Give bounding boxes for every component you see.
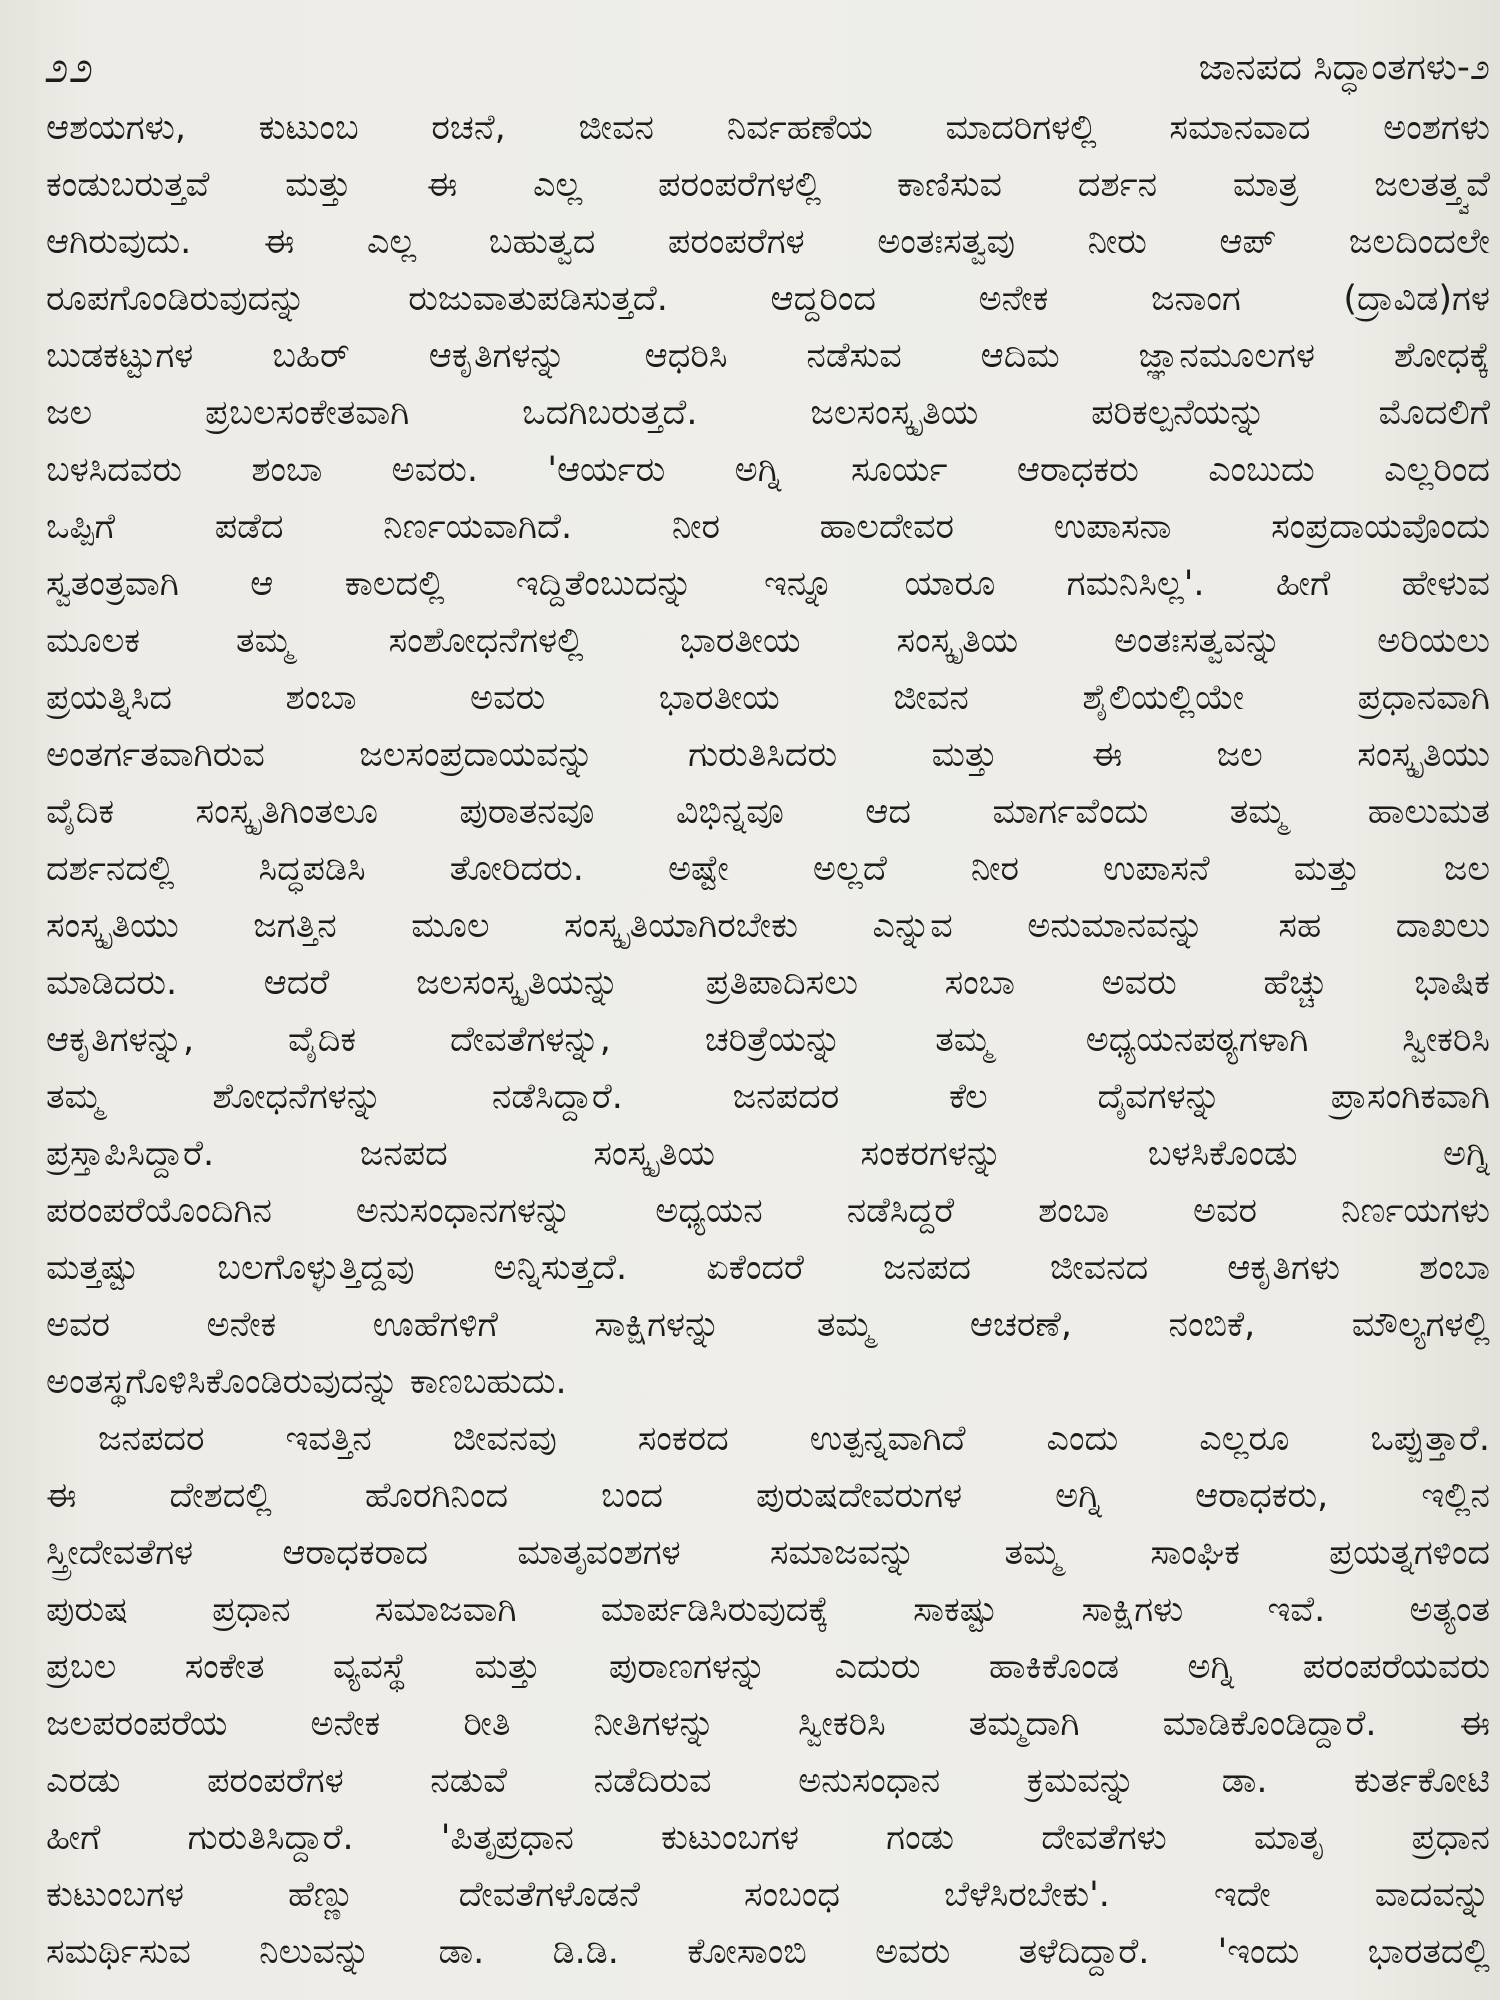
text-line: ಮತ್ತಷ್ಟು ಬಲಗೊಳ್ಳುತ್ತಿದ್ದವು ಅನ್ನಿಸುತ್ತದೆ. ಏಕೆಂದರೆ ಜನಪದ ಜೀವನದ ಆಕೃತಿಗಳು ಶಂಬಾ bbox=[46, 1248, 1490, 1288]
text-line: ಪುರುಷ ಪ್ರಧಾನ ಸಮಾಜವಾಗಿ ಮಾರ್ಪಡಿಸಿರುವುದಕ್ಕೆ ಸಾಕಷ್ಟು ಸಾಕ್ಷಿಗಳು ಇವೆ. ಅತ್ಯಂತ bbox=[46, 1590, 1490, 1630]
text-line: ಪ್ರಯತ್ನಿಸಿದ ಶಂಬಾ ಅವರು ಭಾರತೀಯ ಜೀವನ ಶೈಲಿಯಲ್ಲಿಯೇ ಪ್ರಧಾನವಾಗಿ bbox=[46, 678, 1490, 718]
text-line: ಪರಂಪರೆಯೊಂದಿಗಿನ ಅನುಸಂಧಾನಗಳನ್ನು ಅಧ್ಯಯನ ನಡೆಸಿದ್ದರೆ ಶಂಬಾ ಅವರ ನಿರ್ಣಯಗಳು bbox=[46, 1191, 1490, 1231]
text-line: ಬಳಸಿದವರು ಶಂಬಾ ಅವರು. 'ಆರ್ಯರು ಅಗ್ನಿ ಸೂರ್ಯ ಆರಾಧಕರು ಎಂಬುದು ಎಲ್ಲರಿಂದ bbox=[46, 450, 1490, 490]
text-line: ಹೀಗೆ ಗುರುತಿಸಿದ್ದಾರೆ. 'ಪಿತೃಪ್ರಧಾನ ಕುಟುಂಬಗಳ ಗಂಡು ದೇವತೆಗಳು ಮಾತೃ ಪ್ರಧಾನ bbox=[46, 1818, 1490, 1858]
text-line: ಜಲಪರಂಪರೆಯ ಅನೇಕ ರೀತಿ ನೀತಿಗಳನ್ನು ಸ್ವೀಕರಿಸಿ ತಮ್ಮದಾಗಿ ಮಾಡಿಕೊಂಡಿದ್ದಾರೆ. ಈ bbox=[46, 1704, 1490, 1744]
text-line: ರೂಪಗೊಂಡಿರುವುದನ್ನು ರುಜುವಾತುಪಡಿಸುತ್ತದೆ. ಆದ್ದರಿಂದ ಅನೇಕ ಜನಾಂಗ (ದ್ರಾವಿಡ)ಗಳ bbox=[46, 279, 1490, 319]
text-line: ಅಂತರ್ಗತವಾಗಿರುವ ಜಲಸಂಪ್ರದಾಯವನ್ನು ಗುರುತಿಸಿದರು ಮತ್ತು ಈ ಜಲ ಸಂಸ್ಕೃತಿಯು bbox=[46, 735, 1490, 775]
text-line: ಕಂಡುಬರುತ್ತವೆ ಮತ್ತು ಈ ಎಲ್ಲ ಪರಂಪರೆಗಳಲ್ಲಿ ಕಾಣಿಸುವ ದರ್ಶನ ಮಾತ್ರ ಜಲತತ್ತ್ವವೆ bbox=[46, 165, 1490, 205]
text-line: ಎರಡು ಪರಂಪರೆಗಳ ನಡುವೆ ನಡೆದಿರುವ ಅನುಸಂಧಾನ ಕ್ರಮವನ್ನು ಡಾ. ಕುರ್ತಕೋಟಿ bbox=[46, 1761, 1490, 1801]
text-line: ಒಪ್ಪಿಗೆ ಪಡೆದ ನಿರ್ಣಯವಾಗಿದೆ. ನೀರ ಹಾಲದೇವರ ಉಪಾಸನಾ ಸಂಪ್ರದಾಯವೊಂದು bbox=[46, 507, 1490, 547]
body-text bbox=[46, 100, 1490, 1981]
text-line: ಸಮರ್ಥಿಸುವ ನಿಲುವನ್ನು ಡಾ. ಡಿ.ಡಿ. ಕೋಸಾಂಬಿ ಅವರು ತಳೆದಿದ್ದಾರೆ. 'ಇಂದು ಭಾರತದಲ್ಲಿ bbox=[46, 1932, 1490, 1972]
text-line: ಆಗಿರುವುದು. ಈ ಎಲ್ಲ ಬಹುತ್ವದ ಪರಂಪರೆಗಳ ಅಂತಃಸತ್ವವು ನೀರು ಆಪ್ ಜಲದಿಂದಲೇ bbox=[46, 222, 1490, 262]
page-number: ೨೨ bbox=[44, 42, 94, 93]
text-line: ಕುಟುಂಬಗಳ ಹೆಣ್ಣು ದೇವತೆಗಳೊಡನೆ ಸಂಬಂಧ ಬೆಳೆಸಿರಬೇಕು'. ಇದೇ ವಾದವನ್ನು bbox=[46, 1875, 1490, 1915]
text-line: ಮೂಲಕ ತಮ್ಮ ಸಂಶೋಧನೆಗಳಲ್ಲಿ ಭಾರತೀಯ ಸಂಸ್ಕೃತಿಯ ಅಂತಃಸತ್ವವನ್ನು ಅರಿಯಲು bbox=[46, 621, 1490, 661]
text-line: ವೈದಿಕ ಸಂಸ್ಕೃತಿಗಿಂತಲೂ ಪುರಾತನವೂ ವಿಭಿನ್ನವೂ ಆದ ಮಾರ್ಗವೆಂದು ತಮ್ಮ ಹಾಲುಮತ bbox=[46, 792, 1490, 832]
text-line: ಮಾಡಿದರು. ಆದರೆ ಜಲಸಂಸ್ಕೃತಿಯನ್ನು ಪ್ರತಿಪಾದಿಸಲು ಸಂಬಾ ಅವರು ಹೆಚ್ಚು ಭಾಷಿಕ bbox=[46, 963, 1490, 1003]
text-line-paragraph-end: ಅಂತಸ್ಥಗೊಳಿಸಿಕೊಂಡಿರುವುದನ್ನು ಕಾಣಬಹುದು. bbox=[46, 1362, 567, 1402]
text-line: ಸ್ತ್ರೀದೇವತೆಗಳ ಆರಾಧಕರಾದ ಮಾತೃವಂಶಗಳ ಸಮಾಜವನ್ನು ತಮ್ಮ ಸಾಂಘಿಕ ಪ್ರಯತ್ನಗಳಿಂದ bbox=[46, 1533, 1490, 1573]
text-line: ಪ್ರಬಲ ಸಂಕೇತ ವ್ಯವಸ್ಥೆ ಮತ್ತು ಪುರಾಣಗಳನ್ನು ಎದುರು ಹಾಕಿಕೊಂಡ ಅಗ್ನಿ ಪರಂಪರೆಯವರು bbox=[46, 1647, 1490, 1687]
text-line: ಪ್ರಸ್ತಾಪಿಸಿದ್ದಾರೆ. ಜನಪದ ಸಂಸ್ಕೃತಿಯ ಸಂಕರಗಳನ್ನು ಬಳಸಿಕೊಂಡು ಅಗ್ನಿ bbox=[46, 1134, 1490, 1174]
text-line: ಅವರ ಅನೇಕ ಊಹೆಗಳಿಗೆ ಸಾಕ್ಷಿಗಳನ್ನು ತಮ್ಮ ಆಚರಣೆ, ನಂಬಿಕೆ, ಮೌಲ್ಯಗಳಲ್ಲಿ bbox=[46, 1305, 1490, 1345]
text-line: ಸಂಸ್ಕೃತಿಯು ಜಗತ್ತಿನ ಮೂಲ ಸಂಸ್ಕೃತಿಯಾಗಿರಬೇಕು ಎನ್ನುವ ಅನುಮಾನವನ್ನು ಸಹ ದಾಖಲು bbox=[46, 906, 1490, 946]
text-line-paragraph-start: ಜನಪದರ ಇವತ್ತಿನ ಜೀವನವು ಸಂಕರದ ಉತ್ಪನ್ನವಾಗಿದೆ ಎಂದು ಎಲ್ಲರೂ ಒಪ್ಪುತ್ತಾರೆ. bbox=[98, 1419, 1490, 1459]
text-line: ತಮ್ಮ ಶೋಧನೆಗಳನ್ನು ನಡೆಸಿದ್ದಾರೆ. ಜನಪದರ ಕೆಲ ದೈವಗಳನ್ನು ಪ್ರಾಸಂಗಿಕವಾಗಿ bbox=[46, 1077, 1490, 1117]
text-line: ಈ ದೇಶದಲ್ಲಿ ಹೊರಗಿನಿಂದ ಬಂದ ಪುರುಷದೇವರುಗಳ ಅಗ್ನಿ ಆರಾಧಕರು, ಇಲ್ಲಿನ bbox=[46, 1476, 1490, 1516]
text-line: ಜಲ ಪ್ರಬಲಸಂಕೇತವಾಗಿ ಒದಗಿಬರುತ್ತದೆ. ಜಲಸಂಸ್ಕೃತಿಯ ಪರಿಕಲ್ಪನೆಯನ್ನು ಮೊದಲಿಗೆ bbox=[46, 393, 1490, 433]
page-header bbox=[44, 38, 1490, 98]
text-line: ಆಶಯಗಳು, ಕುಟುಂಬ ರಚನೆ, ಜೀವನ ನಿರ್ವಹಣೆಯ ಮಾದರಿಗಳಲ್ಲಿ ಸಮಾನವಾದ ಅಂಶಗಳು bbox=[46, 108, 1490, 148]
text-line: ಸ್ವತಂತ್ರವಾಗಿ ಆ ಕಾಲದಲ್ಲಿ ಇದ್ದಿತೆಂಬುದನ್ನು ಇನ್ನೂ ಯಾರೂ ಗಮನಿಸಿಲ್ಲ'. ಹೀಗೆ ಹೇಳುವ bbox=[46, 564, 1490, 604]
text-line: ಬುಡಕಟ್ಟುಗಳ ಬಹಿರ್ ಆಕೃತಿಗಳನ್ನು ಆಧರಿಸಿ ನಡೆಸುವ ಆದಿಮ ಜ್ಞಾನಮೂಲಗಳ ಶೋಧಕ್ಕೆ bbox=[46, 336, 1490, 376]
running-title: ಜಾನಪದ ಸಿದ್ಧಾಂತಗಳು-೨ bbox=[1198, 47, 1490, 88]
text-line: ಆಕೃತಿಗಳನ್ನು, ವೈದಿಕ ದೇವತೆಗಳನ್ನು, ಚರಿತ್ರೆಯನ್ನು ತಮ್ಮ ಅಧ್ಯಯನಪಠ್ಯಗಳಾಗಿ ಸ್ವೀಕರಿಸಿ bbox=[46, 1020, 1490, 1060]
text-line: ದರ್ಶನದಲ್ಲಿ ಸಿದ್ಧಪಡಿಸಿ ತೋರಿದರು. ಅಷ್ಟೇ ಅಲ್ಲದೆ ನೀರ ಉಪಾಸನೆ ಮತ್ತು ಜಲ bbox=[46, 849, 1490, 889]
